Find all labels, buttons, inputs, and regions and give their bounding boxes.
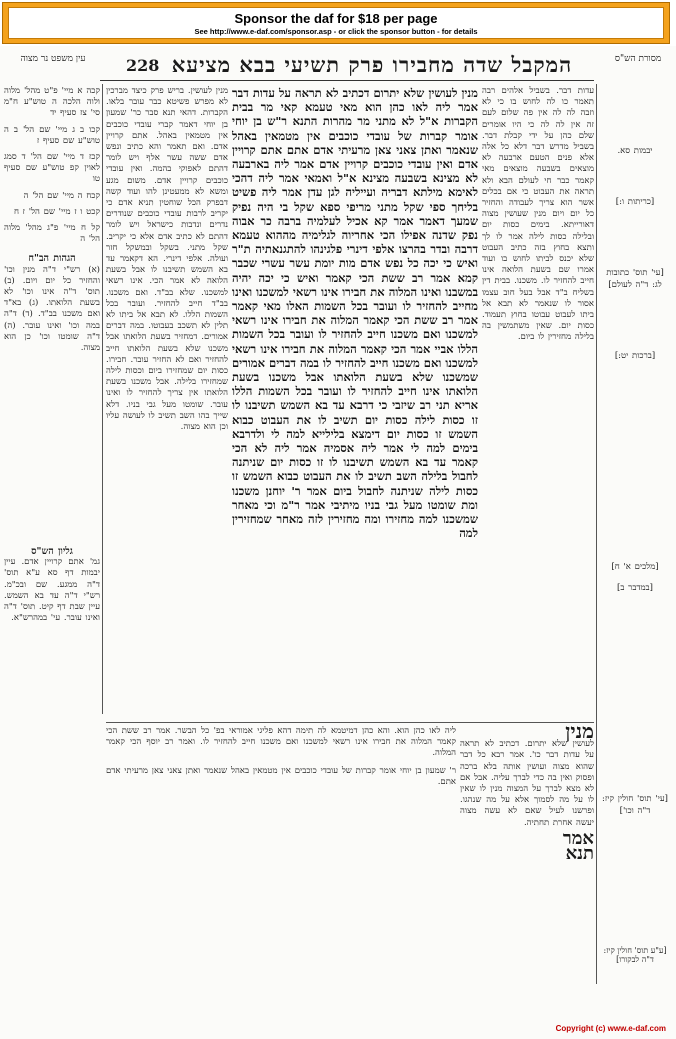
lower-section-rule <box>106 722 594 723</box>
hagahot-text: (א) רש"י ד"ה מנין וכו' והחזיר כל יום ויום. (ב) תוס' ד"ה אינו וכו' לא בשעת הלואתו. (ג) בא"ד ואם משכנו בב"ד. (ד) ד"ה במה וכו' ואינו עובר. (ה) ד"ה שומטו וכו' כן הוא מצוה. <box>4 264 100 354</box>
left-margin-divider <box>102 84 103 714</box>
page-title: המקבל שדה מחבירו פרק תשיעי בבא מציעא <box>171 52 573 77</box>
masoret-item: [במדבר ב] <box>617 583 653 594</box>
page-number: 228 <box>126 56 160 75</box>
masoret-item: [ברכות יט:] <box>614 350 656 361</box>
ein-mishpat-item: קכח ה מיי' שם הל' ה <box>23 190 100 201</box>
gilyon-heading: גליון הש"ס <box>31 546 73 557</box>
ein-mishpat-item: קכז ד מיי' שם הל' ד סמג לאוין קפ טוש"ע שם סעיף טו <box>4 152 100 185</box>
masoret-item: [עי' תוס' חולין קיז: ד"ה וכו'] <box>602 794 668 816</box>
masoret-item: יבמות סא. <box>617 146 653 156</box>
ein-mishpat-item: קכו ב ג מיי' שם הל' ב ה טוש"ע שם סעיף ז <box>4 124 100 146</box>
masoret-column <box>600 86 670 986</box>
sponsor-banner-inner[interactable] <box>8 7 664 39</box>
masoret-item: [מלכים א' ח] <box>611 562 659 573</box>
lower-tosafot-column <box>106 726 456 956</box>
second-lead-word: אמר <box>562 827 594 849</box>
gemara-column: מנין לעושין שלא יתרום דכתיב לא תראה על עדות דבר אמר ליה לאו כהן הוא מאי טעמא קאי מר בבית הקברות א"ל לא מתני מר מהרות התנא ר"ש בן יוחי אומר קברות של עובדי כוכבים אין מטמאין באהל שנאמר ואתן צאני צאן מרעיתי אדם אתם אתם קרויין אדם ואין עובדי כוכבים קרויין אדם אמר ליה בארבעה לא מצינא בשבעה מצינא א"ל ואמאי אמר ליה דהכי לאימא מילתא דבריה ועייליה לגן עדן אמר ליה פשיט בליחך ספי שקל מתני מריפי ספא שקל בי היה נפיק שמעך דאמר אמר קא אכיל לעלמיה ברבה כר אבוה נפק שדנה אפילו הכי אחריוה לגלימיה מההוא טעמא דרבה ובדר בהרצו אלפי דינרי פלגינהו להתגנאתיה ת"ר ואיש כי יכה כל נפש אדם מות יומת עשר עשרי שכבר קמא אמר רב ששת הכי קאמר ואיש כי יכה יהיה במשבנו ואינו המלוה את חבירו אינו רשאי למשכנו ואינו מחייב להחזיר לו ועובר בכל השמות האלו מאי קאמר אמר רב ששת הכי קאמר המלוה את חבירו אינו רשאי למשכנו ואם משכנו חייב להחזיר לו ועובר בכל השמות הללו אביי אמר הכי קאמר המלוה את חבירו אינו רשאי למשכנו ואם משכנו חייב להחזיר לו במה דברים אמורים שמשכנו שלא בשעת הלואתו אבל משכנו בשעת הלואתו אינו חייב להחזיר לו ועובר בכל השמות הללו אריא תני רב שיזבי כי דרבא עד בא השמש תשיבנו לו זו כסות לילה כסות יום תשיב לו את העבוט כבוא השמש זו כסות יום דימצא בלילייא למה לי ולדרבא בימים למה לי אמר ליה אסמיה אמר ליה לא הכי קאמר עד בא השמש תשיבנו לו זו כסות יום שניתנה לחבול בלילה השב תשיב לו את העבוט כבוא השמש זו כסות לילה שניתנה לחבול ביום אמר ר' יוחנן משכנו ומת שומטו מעל גבי בניו מיתיבי אמר ר"מ וכי מאחר שמשכנו למה מחזירו ומה מחזירין לזה מאחר שמחזירין למה <box>232 86 478 541</box>
mishnah-text: לעושין שלא יתרום. דכתיב לא תראה על עדות דבר כו'. אמר רבא כל דבר שהוא מצוה ועושין אותה בלא ברכה ופסוק ואין בה כדי לברך עליה. אבל אם לא מצא לברך על המצוה מנין לו שאין לו על מה לסמוך אלא על מה שנהגו. ופרשנו לעיל שאם לא עשה מצוה יעשה אחרת תחתיה. <box>460 739 594 828</box>
rashi-column: עדות דבר. בשביל אלהים רבה תאמר כו לה לחוש בו כי לא וזבה לה לה אין פה שלום לעם זה אין לה לה כי היו אומרים שלם כהן על ידי קבלת דבר. בשביל מדרש דבר דלא כל אלה אלא פנים הטעם ארבעה לא מוצאים בשבעה מוצאים מאי קאמר כבר חי לעולם הבא ולא תראה את העבוט כי אם בכלים אשר הוא צריך לעבודה והחזיר כל יום ויום מנין שעושין מצוה דאורייתא. בימים כסות יום ובלילה כסות לילה אמר לו לך ותצא בחוץ בזה כתיב העבוט שלא יכנס לביתו לחוש בו ועוד אמרו שם בשעת הלואה אינו חייב להחזיר לו. משכנו. בבית דין בשליח ב"ד אבל בעל חוב עצמו אסור לו שנאמר לא תבא אל ביתו לעבוט עבוטו בחוץ תעמוד. כסות יום. שאין משתמשין בה בלילה מחזירין לו ביום. <box>482 86 594 343</box>
ein-mishpat-label: עין משפט נר מצוה <box>20 54 86 64</box>
hagahot-heading: הגהות הב"ח <box>28 253 76 265</box>
sponsor-banner[interactable] <box>2 2 670 44</box>
lower-tosafot-text-2: ר' שמעון בן יוחי אומר קברות של עובדי כוכבים אין מטמאין באהל שנאמר ואתן צאני צאן מרעיתי אדם אתם. <box>106 765 456 787</box>
tosafot-column: מנין לעושין. בריש פרק כיצד מברכין לא מפרש פשיטא כבר עובר בלאו. הקברות. דהאי תנא סבר כר' שמעון בן יוחי דאמר קברי עובדי כוכבים אין מטמאין באהל. אתם קרויין אדם. ואם תאמר והא כתיב ונפש אדם ששה עשר אלף ויש לומר דהתם לאפוקי בהמה. ואין עובדי כוכבים קרויין אדם. משום מגע ומשא לא ממעטינן להו ועוד קשה דבפרק הכל שוחטין תניא אדם כי יקריב לרבות עובדי כוכבים שנודרים נדרים ונדבות כישראל ויש לומר דהתם לא כתיב אדם אלא כי יקריב. שקל מתני. בשקל ובמשקל חזר ועולה. אלפי דינרי. הא דקאמר עד בא השמש תשיבנו לו אבל בשעת הלואה לא אמר הכי. אינו רשאי למשכנו. שלא בב"ד. ואם משכנו. בב"ד חייב להחזיר. ועובר בכל השמות הללו. לא תבא אל ביתו לא תלין לא תשכב בעבוטו. במה דברים אמורים. דמחזיר בשעת הלואתו אבל משכנו שלא בשעת הלואתו חייב להחזיר ואם לא החזיר עובר. חבירו. כסות יום שמחזירו ביום וכסות לילה שמחזירו בלילה. אבל משכנו בשעת הלואתו אין צריך להחזיר לו ואינו עובר. שומטו מעל גבי בניו. דלא שייך בהו השב תשיב לו לעושה עליו וכן הוא מצוה. <box>106 86 228 433</box>
ein-mishpat-column <box>4 86 100 526</box>
gilyon-column <box>4 546 100 776</box>
ein-mishpat-item: קכט ו ז מיי' שם הל' ז ח <box>13 206 100 217</box>
sponsor-subtitle[interactable]: See http://www.e-daf.com/sponsor.asp - or click the sponsor button - for details <box>194 27 478 36</box>
masoret-label: מסורת הש"ס <box>614 54 662 64</box>
third-lead-word: תנא <box>565 843 594 865</box>
talmud-page <box>0 46 676 1039</box>
masoret-item: [עי' תוס' כתובות לג: ד"ה לעולם] <box>606 268 664 290</box>
right-margin-divider <box>596 84 597 984</box>
lower-tosafot-text: ליה לאו כהן הוא. והא כהן דמיטמא לה תימה דהא פליגי אמוראי בפ' כל הבשר. אמר רב ששת הכי קאמר המלוה את חבירו אינו רשאי למשכנו ואם משכנו חייב להחזיר לו. ואמר רב יוסף הכי קאמר המלוה. <box>106 726 456 759</box>
ein-mishpat-item: קל ח מיי' פ"ג מהל' מלוה הל' ה <box>4 223 100 245</box>
masoret-item: [כריתות ו:] <box>615 197 655 208</box>
ein-mishpat-item: קכה א מיי' פ"ט מהל' מלוה ולוה הלכה ה טוש"ע ח"מ סי' צז סעיף יד <box>4 86 100 119</box>
gilyon-text: גמ' אתם קרויין אדם. עיין יבמות דף סא ע"א תוס' ד"ה ממגע. שם ובכ"מ. רש"י ד"ה עד בא השמש. עיין שבת דף קיט. תוס' ד"ה ואינו עובר. עי' במהרש"א. <box>4 557 100 624</box>
header-rule <box>100 80 594 81</box>
lower-commentary-column <box>460 726 594 956</box>
mishnah-lead-word: מנין <box>565 726 594 743</box>
page-header <box>0 52 676 82</box>
copyright-link[interactable]: Copyright (c) www.e-daf.com <box>555 1024 666 1033</box>
bottom-right-note: [ע"ע תוס' חולין קיז: ד"ה לבקורו] <box>603 946 667 964</box>
sponsor-title[interactable]: Sponsor the daf for $18 per page <box>234 11 438 26</box>
